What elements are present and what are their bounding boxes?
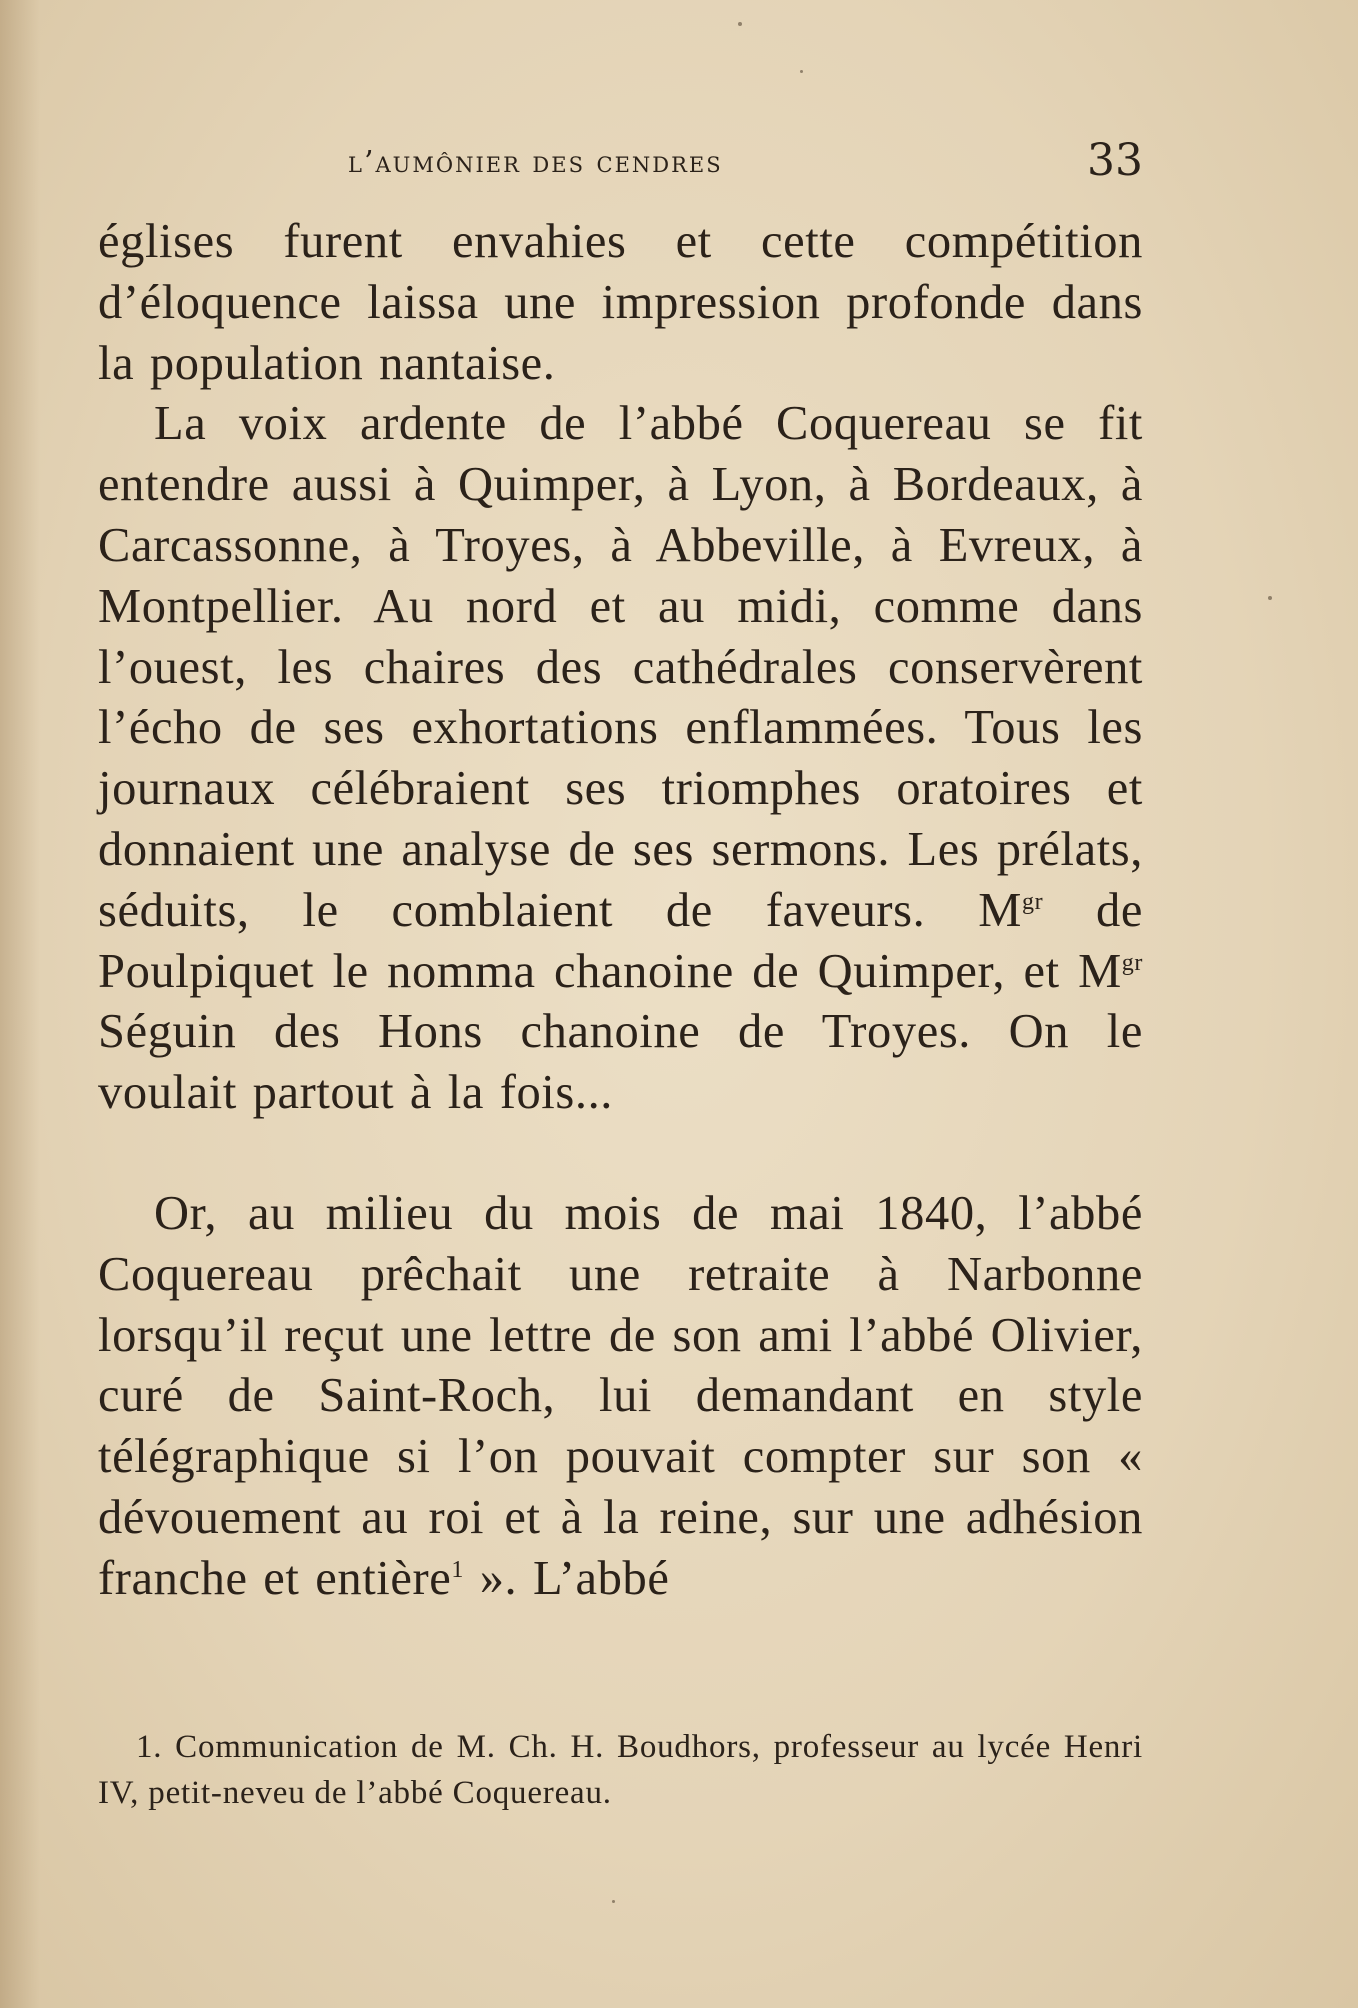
paragraph-2-part-b: de Poulpiquet le nomma chanoine de Quimper, et M bbox=[98, 883, 1144, 998]
paper-speck bbox=[1268, 596, 1272, 600]
page-header bbox=[98, 135, 1143, 191]
paper-speck bbox=[800, 70, 803, 73]
paper-speck bbox=[612, 1900, 615, 1903]
superscript-gr-2: gr bbox=[1121, 949, 1143, 976]
paper-speck bbox=[738, 22, 742, 26]
paragraph-3-part-b: ». L’abbé bbox=[463, 1551, 670, 1605]
paragraph-1: églises furent envahies et cette compétition d’éloquence laissa une impression profonde dans la population nantaise. bbox=[98, 215, 1143, 390]
running-title: l’aumônier des cendres bbox=[348, 145, 723, 180]
body-text bbox=[98, 212, 1143, 1610]
page-number: 33 bbox=[1087, 135, 1143, 186]
paragraph-3-part-a: Or, au milieu du mois de mai 1840, l’abbé Coquereau prêchait une retraite à Narbonne lorsqu’il reçut une lettre de son ami l’abbé Olivier, curé de Saint-Roch, lui demandant en style télégraphique si l’on pouvait compter sur son « dévouement au roi et à la reine, sur une adhésion franche et entière bbox=[98, 1186, 1143, 1605]
footnote-text: 1. Communication de M. Ch. H. Boudhors, professeur au lycée Henri IV, petit-neveu de l’abbé Coquereau. bbox=[98, 1729, 1143, 1811]
footnote-marker: 1 bbox=[451, 1556, 464, 1583]
footnote bbox=[98, 1724, 1143, 1816]
superscript-gr-1: gr bbox=[1021, 888, 1044, 915]
paragraph-2-part-a: La voix ardente de l’abbé Coquereau se fit entendre aussi à Quimper, à Lyon, à Bordeaux, à Carcassonne, à Troyes, à Abbeville, à Evreux, à Montpellier. Au nord et au midi, comme dans l’ouest, les chaires des cathédrales conservèrent l’écho de ses exhortations enflammées. Tous les journaux célébraient ses triomphes oratoires et donnaient une analyse de ses sermons. Les prélats, séduits, le comblaient de faveurs. M bbox=[98, 397, 1143, 937]
paragraph-2-part-c: Séguin des Hons chanoine de Troyes. On le voulait partout à la fois... bbox=[98, 1005, 1143, 1120]
spine-shadow bbox=[0, 0, 40, 2008]
paragraph-2 bbox=[98, 394, 1143, 1124]
paragraph-3 bbox=[98, 1184, 1143, 1610]
